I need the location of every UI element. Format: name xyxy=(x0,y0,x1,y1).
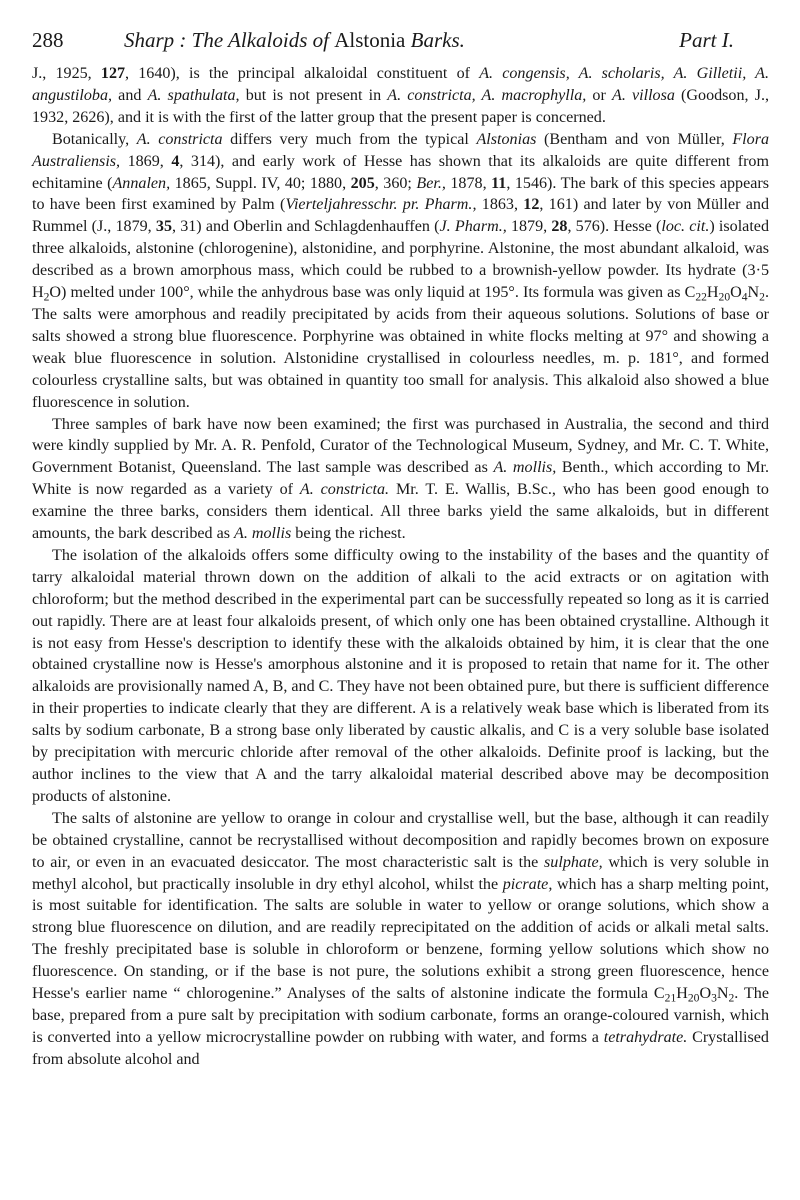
text-run: O) melted under 100°, while the anhydrous base was only liquid at 195°. Its formula was given as C xyxy=(49,284,696,302)
text-run: N xyxy=(716,985,729,1003)
text-run: but is not present in xyxy=(239,86,388,104)
italic-text: tetrahydrate. xyxy=(603,1028,688,1046)
subscript: 2 xyxy=(728,991,735,1005)
italic-text: Vierteljahresschr. pr. Pharm., xyxy=(285,196,477,214)
text-run: , 31) and Oberlin and Schlagdenhauffen ( xyxy=(172,218,440,236)
text-run: O xyxy=(699,985,712,1003)
text-run: ) isolated three alkaloids, alstonine (chlorogenine), alstonidine, and porphyrine. Alstonine, the most abundant alkaloid, was described as a brown amorphous mass, which could be rubbed to a brownish-yellow powder. Its hydrate (3·5 H xyxy=(32,218,769,302)
paragraph xyxy=(32,808,769,1071)
text-run: 1879, xyxy=(506,218,552,236)
running-title-genus: Alstonia xyxy=(334,28,406,52)
text-run: differs very much from the typical xyxy=(222,130,477,148)
text-run: The isolation of the alkaloids offers some difficulty owing to the instability of the bases and the quantity of tarry alkaloidal material thrown down on the addition of alkali to the acid extracts or on agitation with chloroform; but the method described in the experimental part can be successfully repeated so long as it is carried out rapidly. There are at least four alkaloids present, of which only one has been obtained crystalline. Although it is not easy from Hesse's description to identify these with the alkaloids obtained by him, it is clear that the one obtained crystalline now is Hesse's amorphous alstonine and it is proposed to retain that name for it. The other alkaloids are provisionally named A, B, and C. They have not been obtained pure, but there is sufficient difference in their properties to indicate clearly that they are different. A is a relatively weak base which is liberated from its salts by sodium carbonate, B a strong base only liberated by caustic alkalis, and C is a very soluble base isolated by precipitation with mercuric chloride after removal of the other alkaloids. Definite proof is lacking, but the author inclines to the view that A and the tarry alkaloidal material described above may be decomposition products of alstonine. xyxy=(32,546,769,805)
text-run: which has a sharp melting point, is most suitable for identification. The salts are soluble in water to yellow or orange solutions, which show a strong blue fluorescence on dilution, and are readily reprecipitated on the addition of acids or alkali metal salts. The freshly precipitated base is soluble in chloroform or benzene, forming yellow solutions which show no fluorescence. On standing, or if the base is not pure, the solutions exhibit a strong green fluorescence, hence Hesse's earlier name “ chlorogenine.” Analyses of the salts of alstonine indicate the formula C xyxy=(32,875,770,1003)
subscript: 20 xyxy=(687,991,700,1005)
text-run: 1869, xyxy=(120,152,172,170)
paragraph xyxy=(32,414,769,545)
text-run: . The salts were amorphous and readily precipitated by acids from their aqueous solutions. Solutions of base or salts showed a strong blue fluorescence. Porphyrine was obtained in white flocks melting at 97° and showing a weak blue fluorescence in solution. Alstonidine crystallised in colourless needles, m. p. 181°, and formed colourless crystalline salts, but was obtained in quantity too small for analysis. This alkaloid also showed a blue fluorescence in solution. xyxy=(32,284,769,411)
text-run: O xyxy=(730,284,742,302)
text-run: J., 1925, xyxy=(32,65,101,82)
text-run: Botanically, xyxy=(52,130,137,148)
italic-text: Flora Australiensis, xyxy=(32,130,770,170)
volume-number: 127 xyxy=(100,65,126,82)
text-run: , 314), and early work of Hesse has shown that its alkaloids are quite different from echitamine ( xyxy=(32,152,769,192)
text-run: Three samples of bark have now been examined; the first was purchased in Australia, the second and third were kindly supplied by Mr. A. R. Penfold, Curator of the Technological Museum, Sydney, and Mr. C. T. White, Government Botanist, Queensland. The last sample was described as xyxy=(32,415,769,477)
subscript: 22 xyxy=(695,290,707,304)
text-run: (Goodson, J., 1932, 2626), and it is with the first of the latter group that the present paper is concerned. xyxy=(32,86,770,126)
volume-number: 11 xyxy=(491,174,507,192)
italic-text: A. villosa xyxy=(611,86,675,104)
text-run: which is very soluble in methyl alcohol, but practically insoluble in dry ethyl alcohol, whilst the xyxy=(32,853,770,893)
text-run: Benth., which according to Mr. White is now regarded as a variety of xyxy=(32,459,769,499)
text-run: Mr. T. E. Wallis, B.Sc., who has been good enough to examine the three barks, considers them identical. All three barks yield the same alkaloids, but in different amounts, the bark described as xyxy=(32,481,769,543)
text-run: The salts of alstonine are yellow to orange in colour and crystallise well, but the base, although it can readily be obtained crystalline, cannot be recrystallised without decomposition and rapidly becomes brown on exposure to air, or even in an evacuated desiccator. The most characteristic salt is the xyxy=(32,809,769,871)
volume-number: 35 xyxy=(155,218,172,236)
text-run: . The base, prepared from a pure salt by precipitation with sodium carbonate, forms an orange-coloured varnish, which is converted into a yellow microcrystalline powder on rubbing with water, and forms a xyxy=(32,985,769,1046)
subscript: 2 xyxy=(43,290,50,304)
paragraph xyxy=(32,545,769,808)
italic-text: A. spathulata, xyxy=(147,86,240,104)
volume-number: 4 xyxy=(171,152,180,170)
volume-number: 205 xyxy=(350,174,375,192)
text-run: and xyxy=(112,86,148,104)
page-number: 288 xyxy=(32,28,64,52)
text-run: 1865, Suppl. IV, 40; 1880, xyxy=(170,174,351,192)
italic-text: Alstonias xyxy=(476,130,537,148)
running-title-part-2: Barks. xyxy=(405,28,465,52)
paragraph xyxy=(32,129,769,414)
subscript: 21 xyxy=(664,991,677,1005)
subscript: 2 xyxy=(759,290,765,304)
italic-text: picrate, xyxy=(502,875,553,893)
running-title xyxy=(124,28,465,53)
paragraph xyxy=(32,63,769,129)
subscript: 20 xyxy=(718,290,731,304)
italic-text: A. mollis, xyxy=(493,459,557,477)
text-run: , 360; xyxy=(374,174,417,192)
italic-text: Annalen, xyxy=(112,174,171,192)
volume-number: 28 xyxy=(551,218,568,236)
italic-text: sulphate, xyxy=(544,853,603,871)
running-head-part: Part I. xyxy=(679,28,734,52)
italic-text: Ber., xyxy=(416,174,446,192)
italic-text: A. congensis, A. scholaris, A. Gilletii, A. angustiloba, xyxy=(32,65,769,104)
text-run: or xyxy=(586,86,612,104)
body-text xyxy=(32,63,769,1071)
text-run: , 1640), is the principal alkaloidal constituent of xyxy=(125,65,480,82)
italic-text: A. constricta, A. macrophylla, xyxy=(387,86,587,104)
text-run: H xyxy=(676,985,688,1003)
italic-text: loc. cit. xyxy=(661,218,710,236)
text-run: H xyxy=(706,284,719,302)
text-run: N xyxy=(747,284,760,302)
subscript: 4 xyxy=(741,290,748,304)
text-run: , 576). Hesse ( xyxy=(567,218,662,236)
text-run: being the richest. xyxy=(291,525,406,543)
text-run: Crystallised from absolute alcohol and xyxy=(32,1028,769,1068)
italic-text: A. mollis xyxy=(234,525,292,543)
running-head xyxy=(32,28,760,58)
italic-text: J. Pharm., xyxy=(439,218,507,236)
text-run: 1863, xyxy=(476,196,524,214)
text-run: (Bentham and von Müller, xyxy=(536,130,733,148)
italic-text: A. constricta xyxy=(136,130,223,148)
italic-text: A. constricta. xyxy=(299,481,390,499)
subscript: 3 xyxy=(711,991,717,1005)
text-run: , 161) and later by von Müller and Rummel (J., 1879, xyxy=(32,196,769,236)
text-run: , 1546). The bark of this species appears to have been first examined by Palm ( xyxy=(32,174,770,214)
text-run: 1878, xyxy=(445,174,492,192)
running-title-part-1: Sharp : The Alkaloids of xyxy=(124,28,335,52)
volume-number: 12 xyxy=(523,196,540,214)
